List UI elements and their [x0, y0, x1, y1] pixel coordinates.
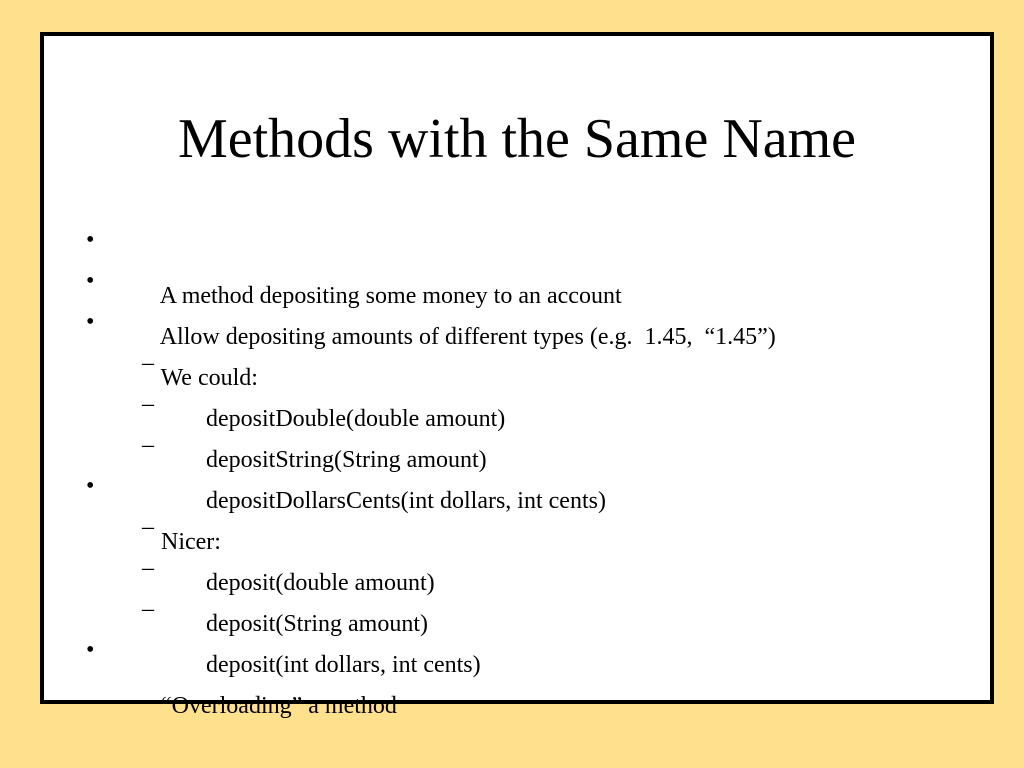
- sub-bullet-text: depositString(String amount): [206, 447, 487, 473]
- bullet-marker: •: [86, 268, 95, 294]
- dash-marker: –: [142, 596, 154, 622]
- bullet-text: A method depositing some money to an account: [159, 283, 622, 309]
- bullet-text: Allow depositing amounts of different types (e.g. 1.45, “1.45”): [159, 324, 776, 350]
- bullet-text: Nicer:: [161, 529, 221, 555]
- bullet-marker: •: [86, 309, 95, 335]
- sub-bullet-text: deposit(String amount): [206, 611, 428, 637]
- sub-bullet-text: deposit(double amount): [206, 570, 435, 596]
- bullet-marker: •: [86, 227, 95, 253]
- slide-title: Methods with the Same Name: [177, 108, 857, 170]
- dash-marker: –: [142, 555, 154, 581]
- bullet-item: [86, 636, 397, 748]
- dash-marker: –: [142, 432, 154, 458]
- slide: [40, 32, 994, 719]
- dash-marker: –: [142, 350, 154, 376]
- bullet-text: We could:: [160, 365, 258, 391]
- sub-bullet-text: deposit(int dollars, int cents): [206, 652, 481, 678]
- dash-marker: –: [142, 391, 154, 417]
- bullet-text: “Overloading” a method: [161, 693, 397, 719]
- bullet-marker: •: [86, 473, 95, 499]
- bullet-marker: •: [86, 637, 95, 663]
- sub-bullet-text: depositDouble(double amount): [206, 406, 506, 432]
- sub-bullet-text: depositDollarsCents(int dollars, int cents): [206, 488, 606, 514]
- dash-marker: –: [142, 514, 154, 540]
